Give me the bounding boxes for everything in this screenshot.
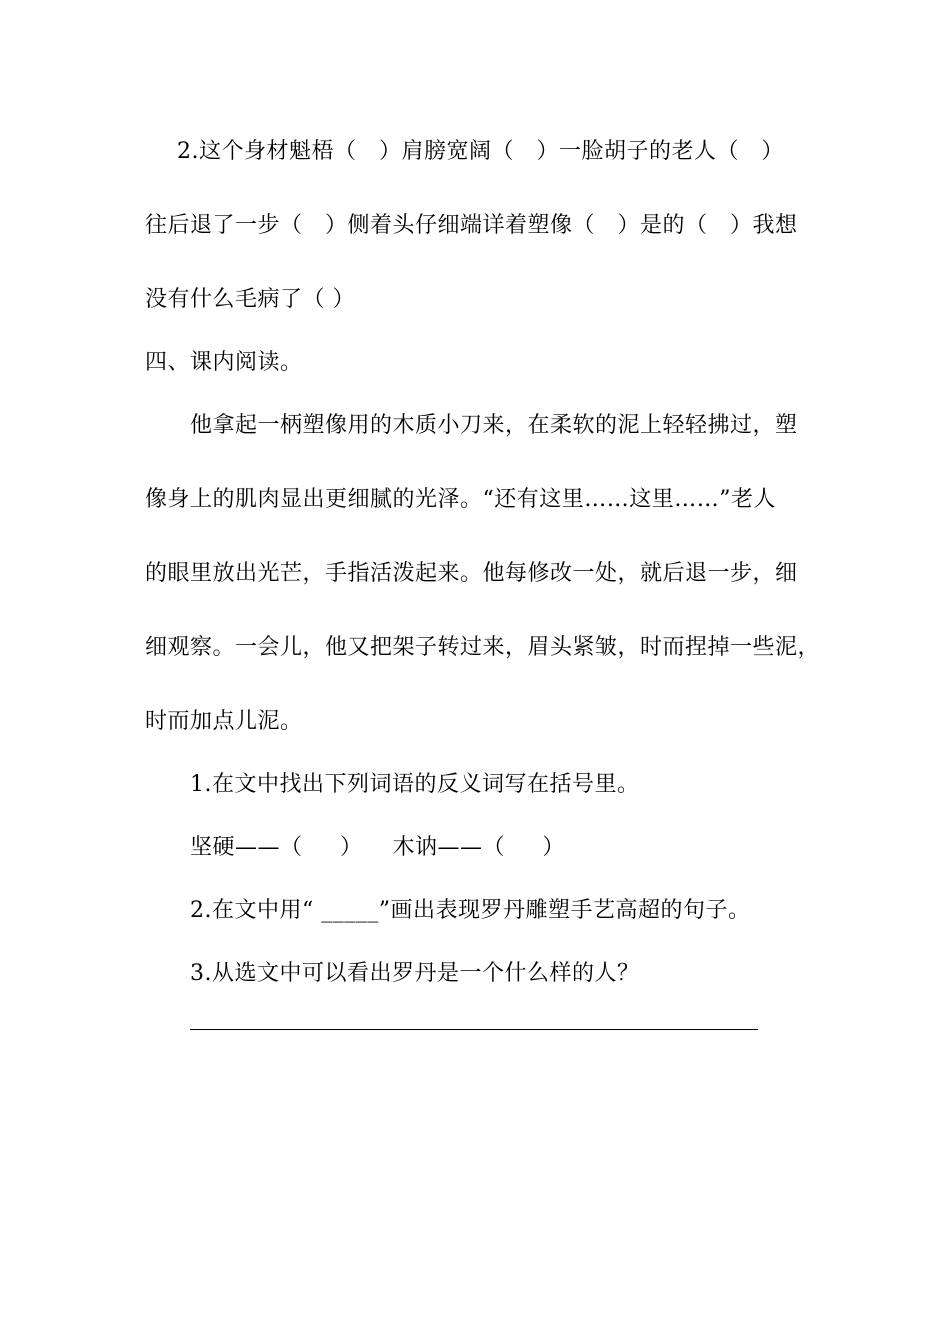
question-2: 2.在文中用“ _____”画出表现罗丹雕塑手艺高超的句子。 xyxy=(190,898,751,923)
passage-line-5: 时而加点儿泥。 xyxy=(145,709,303,734)
question-3: 3.从选文中可以看出罗丹是一个什么样的人？ xyxy=(190,961,640,986)
question-1: 1.在文中找出下列词语的反义词写在括号里。 xyxy=(190,772,640,797)
passage-line-3: 的眼里放出光芒，手指活泼起来。他每修改一处，就后退一步，细 xyxy=(145,561,798,586)
question-1-items: 坚硬——（ ） 木讷——（ ） xyxy=(190,835,565,860)
passage-line-1: 他拿起一柄塑像用的木质小刀来，在柔软的泥上轻轻拂过，塑 xyxy=(190,413,798,438)
answer-line[interactable] xyxy=(190,1029,758,1030)
passage-line-4: 细观察。一会儿，他又把架子转过来，眉头紧皱，时而捏掉一些泥， xyxy=(145,635,821,660)
section3-question2-line2: 往后退了一步（ ）侧着头仔细端详着塑像（ ）是的（ ）我想 xyxy=(145,213,798,238)
section4-heading: 四、课内阅读。 xyxy=(145,350,303,375)
section3-question2-line1: 2.这个身材魁梧（ ）肩膀宽阔（ ）一脸胡子的老人（ ） xyxy=(177,139,784,164)
passage-line-2: 像身上的肌肉显出更细腻的光泽。“还有这里……这里……”老人 xyxy=(145,487,776,512)
section3-question2-line3: 没有什么毛病了（ ） xyxy=(145,287,355,312)
